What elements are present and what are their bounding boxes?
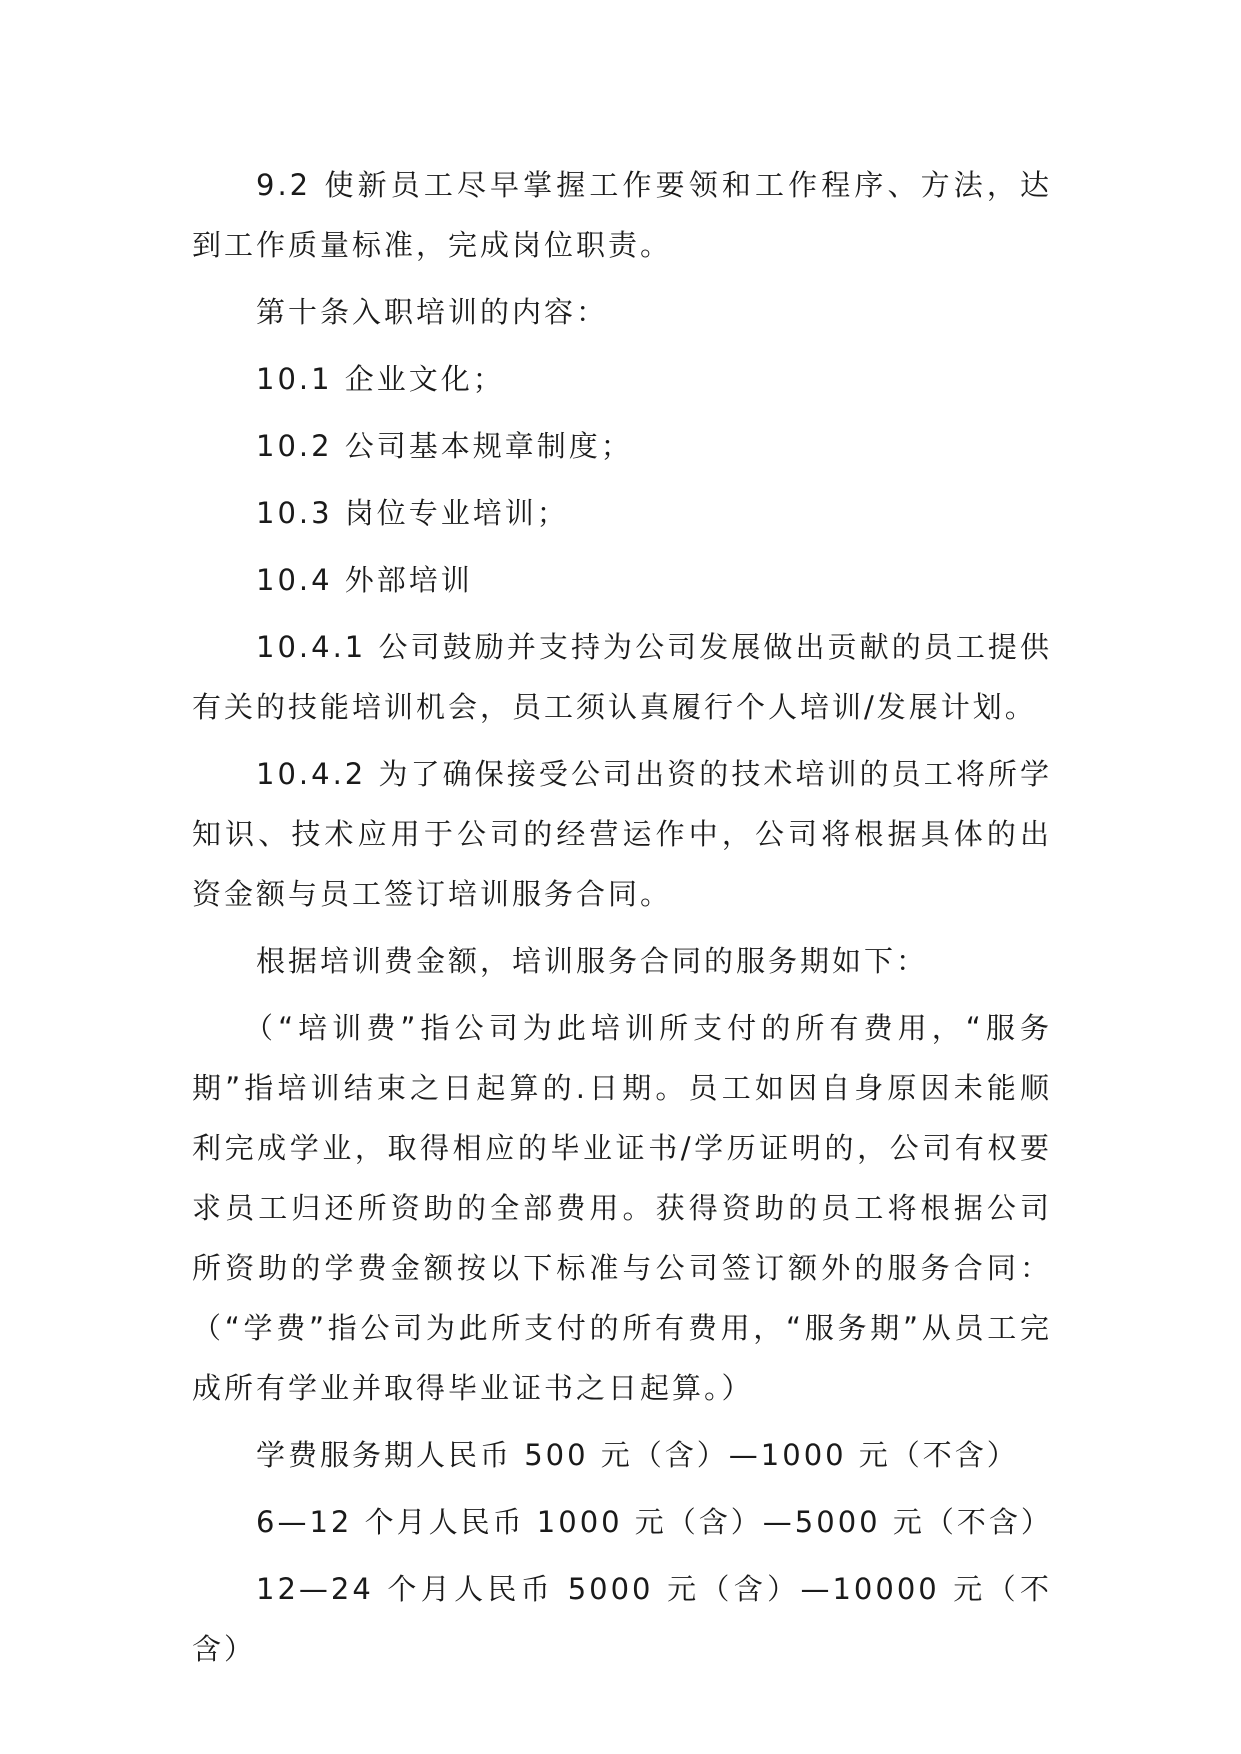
paragraph-10-4: 10.4 外部培训 — [256, 563, 473, 597]
paragraph-tier-1: 学费服务期人民币 500 元（含）—1000 元（不含） — [256, 1438, 1019, 1472]
paragraph-9-2: 9.2 使新员工尽早掌握工作要领和工作程序、方法，达到工作质量标准，完成岗位职责。 — [192, 168, 1052, 262]
paragraph-article-10-heading: 第十条入职培训的内容： — [256, 295, 609, 329]
paragraph-definitions: （“培训费”指公司为此培训所支付的所有费用，“服务期”指培训结束之日起算的.日期。员工如因自身原因未能顺利完成学业，取得相应的毕业证书/学历证明的，公司有权要求员工归还所资助的全部费用。获得资助的员工将根据公司所资助的学费金额按以下标准与公司签订额外的服务合同：（“学费”指公司为此所支付的所有费用，“服务期”从员工完成所有学业并取得毕业证书之日起算。） — [192, 1011, 1052, 1405]
paragraph-10-4-1: 10.4.1 公司鼓励并支持为公司发展做出贡献的员工提供有关的技能培训机会，员工须认真履行个人培训/发展计划。 — [192, 630, 1052, 724]
paragraph-service-period-intro: 根据培训费金额，培训服务合同的服务期如下： — [256, 944, 929, 978]
document-page — [192, 155, 1052, 1686]
paragraph-10-4-2: 10.4.2 为了确保接受公司出资的技术培训的员工将所学知识、技术应用于公司的经营运作中，公司将根据具体的出资金额与员工签订培训服务合同。 — [192, 757, 1052, 911]
paragraph-tier-2: 6—12 个月人民币 1000 元（含）—5000 元（不含） — [256, 1505, 1053, 1539]
paragraph-10-2: 10.2 公司基本规章制度； — [256, 429, 633, 463]
paragraph-10-3: 10.3 岗位专业培训； — [256, 496, 569, 530]
paragraph-10-1: 10.1 企业文化； — [256, 362, 505, 396]
paragraph-tier-3: 12—24 个月人民币 5000 元（含）—10000 元（不含） — [192, 1572, 1052, 1666]
